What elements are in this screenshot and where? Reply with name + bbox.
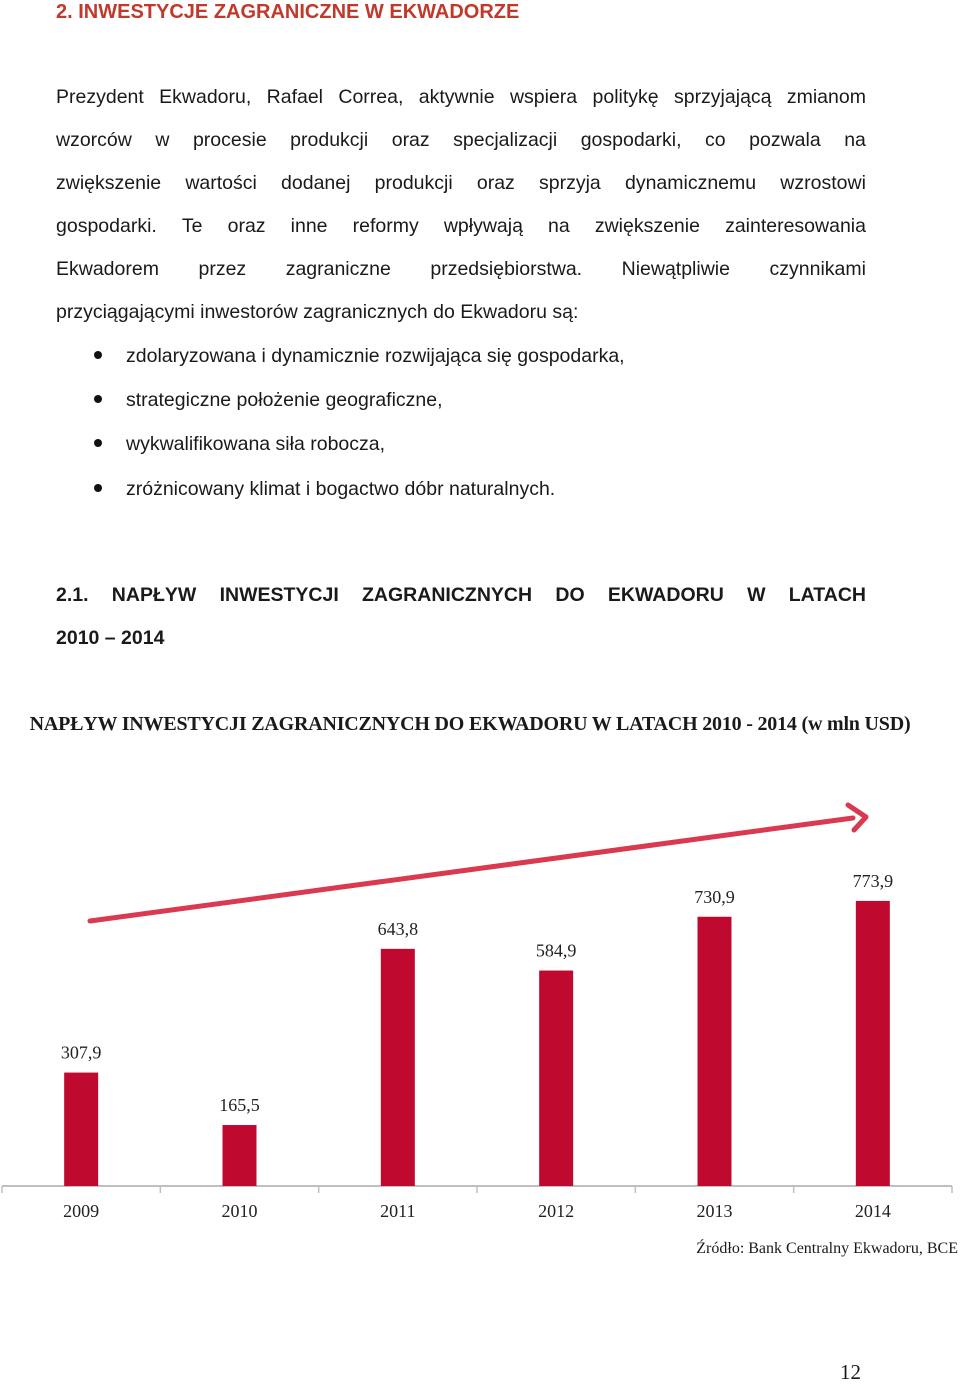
list-item-text: strategiczne położenie geograficzne, [126,389,443,411]
data-label: 730,9 [694,886,735,907]
paragraph-line: przyciągającymi inwestorów zagranicznych do Ekwadoru są: [56,301,579,323]
paragraph-word: wspiera [509,86,578,108]
subsection-heading-years: 2010 – 2014 [56,627,165,649]
list-item-text: zróżnicowany klimat i bogactwo dóbr naturalnych. [126,478,556,500]
bullet-dot-icon [94,395,102,403]
data-label: 165,5 [219,1095,260,1116]
data-label: 307,9 [60,1042,102,1063]
subheading-word: DO [555,584,585,606]
source-note: Źródło: Bank Centralny Ekwadoru, BCE [696,1240,958,1257]
paragraph-word: Prezydent [56,86,144,108]
fdi-bar-chart [0,790,960,1230]
paragraph-word: dynamicznemu [624,172,757,194]
paragraph-word: sprzyjającą [673,86,772,108]
data-label: 643,8 [377,918,419,939]
bullet-dot-icon [94,439,102,447]
paragraph-word: przedsiębiorstwa. [430,258,583,280]
bar-2009 [64,1073,98,1186]
subheading-word: LATACH [788,584,866,606]
paragraph-word: reformy [352,215,419,237]
chart-title: NAPŁYW INWESTYCJI ZAGRANICZNYCH DO EKWADORU W LATACH 2010 - 2014 (w mln USD) [29,713,911,735]
paragraph-word: pozwala [749,129,821,151]
subheading-word: 2.1. [56,584,89,606]
subheading-word: EKWADORU [607,584,724,606]
list-item-text: wykwalifikowana siła robocza, [126,433,386,455]
paragraph-word: procesie [192,129,267,151]
paragraph-word: Ekwadoru, [159,86,252,108]
paragraph-word: aktywnie [418,86,495,108]
page-number: 12 [840,1360,861,1384]
paragraph-word: przez [198,258,247,280]
paragraph-word: na [548,215,570,237]
paragraph-word: inne [290,215,328,237]
bullet-dot-icon [94,484,102,492]
paragraph-line [56,82,866,112]
paragraph-word: Te [181,215,203,237]
data-label: 773,9 [852,870,894,891]
x-tick-label: 2010 [221,1201,258,1221]
paragraph-line [56,254,866,284]
paragraph-word: zmianom [786,86,866,108]
paragraph-word: dodanej [281,172,351,194]
paragraph-word: specjalizacji [453,129,558,151]
subheading-word: W [747,584,766,606]
list-item-text: zdolaryzowana i dynamicznie rozwijająca się gospodarka, [126,345,625,367]
subheading-word: ZAGRANICZNYCH [362,584,533,606]
x-tick-label: 2011 [380,1201,416,1221]
paragraph-word: Correa, [338,86,404,108]
paragraph-word: produkcji [374,172,453,194]
paragraph-word: oraz [476,172,515,194]
x-tick-label: 2013 [696,1201,733,1221]
paragraph-word: Ekwadorem [56,258,159,280]
paragraph-word: w [155,129,170,151]
bar-2013 [698,917,732,1186]
paragraph-word: politykę [592,86,659,108]
bar-2010 [223,1125,257,1186]
paragraph-word: czynnikami [769,258,866,280]
x-tick-label: 2009 [63,1201,100,1221]
subheading-word: INWESTYCJI [219,584,339,606]
paragraph-word: zagraniczne [285,258,391,280]
paragraph-word: wartości [185,172,257,194]
bar-2014 [856,901,890,1186]
paragraph-word: oraz [227,215,266,237]
paragraph-word: zwiększenie [594,215,700,237]
x-tick-label: 2014 [854,1201,891,1221]
subsection-heading [56,580,866,610]
paragraph-word: wzorców [56,129,132,151]
bar-2011 [381,949,415,1186]
paragraph-line [56,211,866,241]
paragraph-word: zainteresowania [725,215,866,237]
data-label: 584,9 [535,940,577,961]
paragraph-word: gospodarki, [580,129,682,151]
paragraph-line [56,168,866,198]
paragraph-word: wpływają [443,215,523,237]
paragraph-word: co [705,129,726,151]
paragraph-word: na [844,129,866,151]
trend-arrow-line [90,818,853,921]
paragraph-line [56,125,866,155]
paragraph-word: sprzyja [539,172,601,194]
paragraph-word: Niewątpliwie [621,258,730,280]
section-heading: 2. INWESTYCJE ZAGRANICZNE W EKWADORZE [56,1,520,23]
paragraph-word: Rafael [266,86,324,108]
bullet-dot-icon [94,351,102,359]
paragraph-word: oraz [391,129,430,151]
paragraph-word: zwiększenie [56,172,162,194]
x-tick-label: 2012 [538,1201,575,1221]
paragraph-word: gospodarki. [56,215,157,237]
bar-2012 [539,971,573,1186]
subheading-word: NAPŁYW [111,584,197,606]
paragraph-word: produkcji [290,129,369,151]
paragraph-word: wzrostowi [780,172,866,194]
